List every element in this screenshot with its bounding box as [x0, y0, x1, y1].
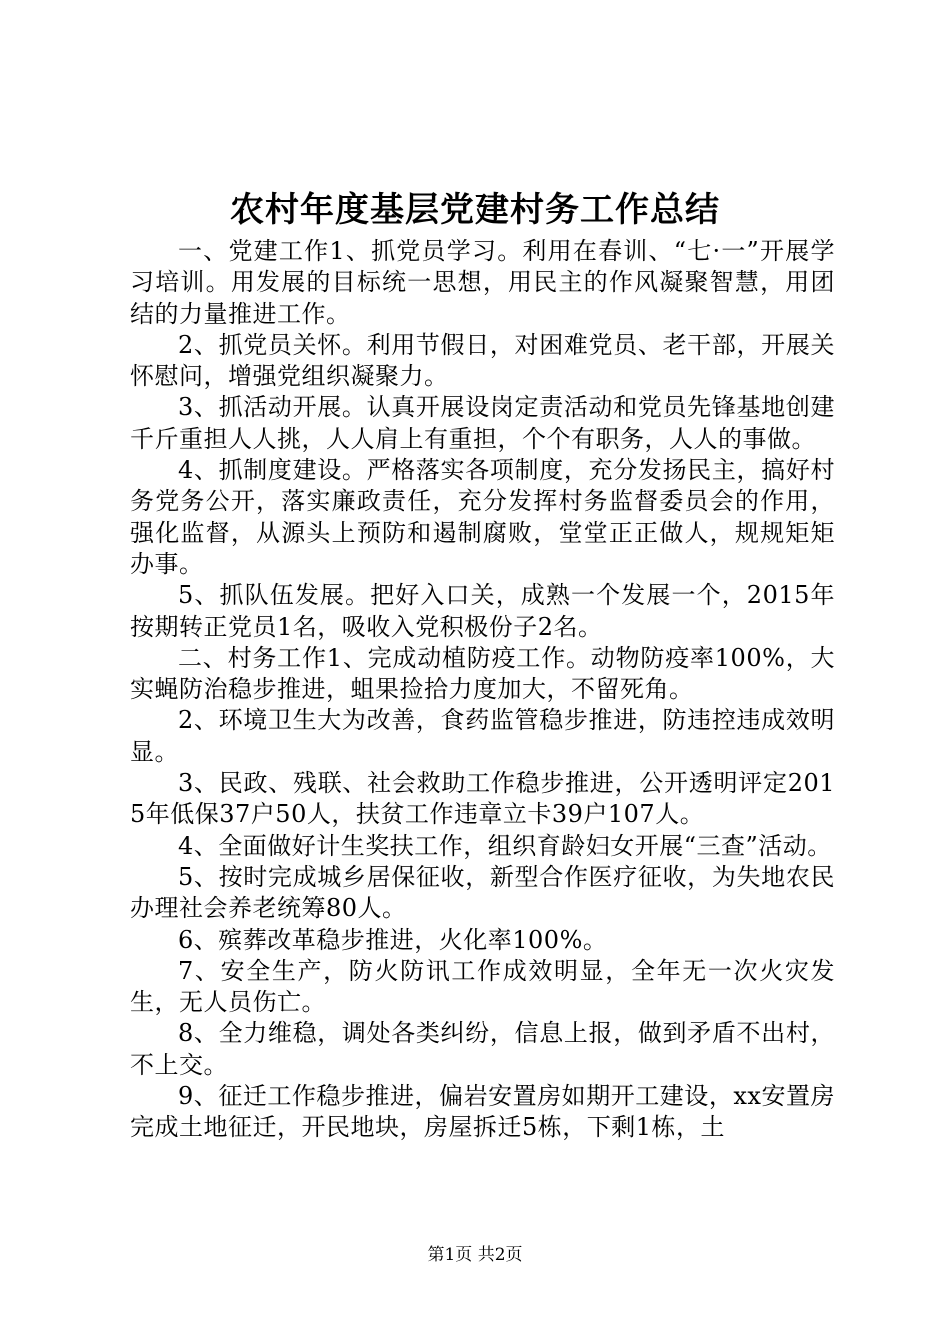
paragraph-civil-affairs: 3、民政、残联、社会救助工作稳步推进，公开透明评定2015年低保37户50人，扶贫工作违章立卡39户107人。 — [130, 769, 835, 829]
paragraph-funeral-reform: 6、殡葬改革稳步推进，火化率100%。 — [178, 925, 608, 954]
paragraph-relocation: 9、征迁工作稳步推进，偏岩安置房如期开工建设，xx安置房完成土地征迁，开民地块，房屋拆迁5栋，下剩1栋，土 — [130, 1082, 835, 1142]
paragraph-insurance: 5、按时完成城乡居保征收，新型合作医疗征收，为失地农民办理社会养老统筹80人。 — [130, 862, 835, 923]
paragraph-family-planning: 4、全面做好计生奖扶工作，组织育龄妇女开展“三查”活动。 — [178, 831, 832, 860]
paragraph-party-study: 一、党建工作1、抓党员学习。利用在春训、“七·一”开展学习培训。用发展的目标统一思想，用民主的作风凝聚智慧，用团结的力量推进工作。 — [130, 237, 835, 328]
paragraph-team-development: 5、抓队伍发展。把好入口关，成熟一个发展一个，2015年按期转正党员1名，吸收入党积极份子2名。 — [130, 581, 835, 641]
document-title: 农村年度基层党建村务工作总结 — [230, 190, 720, 230]
paragraph-stability: 8、全力维稳，调处各类纠纷，信息上报，做到矛盾不出村，不上交。 — [130, 1019, 835, 1079]
paragraph-institution-building: 4、抓制度建设。严格落实各项制度，充分发扬民主，搞好村务党务公开，落实廉政责任，充分发挥村务监督委员会的作用，强化监督，从源头上预防和遏制腐败，堂堂正正做人，规规矩矩办事。 — [130, 456, 835, 578]
paragraph-safety: 7、安全生产，防火防讯工作成效明显，全年无一次火灾发生，无人员伤亡。 — [130, 956, 835, 1017]
paragraph-activities: 3、抓活动开展。认真开展设岗定责活动和党员先锋基地创建千斤重担人人挑，人人肩上有重担，个个有职务，人人的事做。 — [130, 393, 835, 453]
paragraph-party-care: 2、抓党员关怀。利用节假日，对困难党员、老干部，开展关怀慰问，增强党组织凝聚力。 — [130, 330, 835, 391]
document-body — [130, 236, 835, 1144]
paragraph-epidemic-prevention: 二、村务工作1、完成动植防疫工作。动物防疫率100%，大实蝇防治稳步推进，蛆果捡拾力度加大，不留死角。 — [130, 643, 835, 704]
paragraph-environment: 2、环境卫生大为改善，食药监管稳步推进，防违控违成效明显。 — [130, 706, 835, 766]
page-footer: 第1页 共2页 — [427, 1245, 523, 1265]
